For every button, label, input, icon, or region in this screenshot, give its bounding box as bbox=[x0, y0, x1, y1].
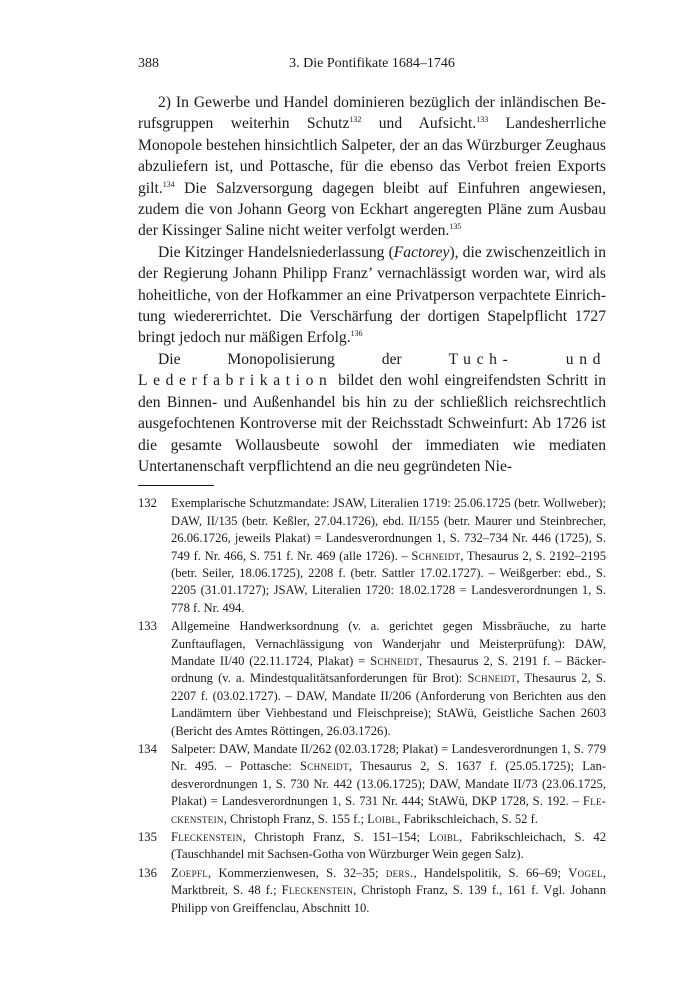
spaced-term: Tuch- und Lederfabrikation bbox=[138, 350, 607, 390]
footnote-132 bbox=[138, 495, 606, 617]
footnote-number: 136 bbox=[138, 865, 157, 880]
text-run: Salpeter: DAW, Mandate II/262 (02.03.1728; Plakat) = Landesverordnungen 1, S. 779 Nr. 495. – Pottasche: bbox=[171, 742, 606, 774]
text-run: , Christoph Franz, S. 151–154; bbox=[242, 830, 429, 845]
paragraph-3 bbox=[138, 349, 606, 477]
footnote-134 bbox=[138, 741, 606, 828]
footnote-text bbox=[171, 865, 606, 917]
footnote-text bbox=[171, 495, 606, 617]
footnote-number: 135 bbox=[138, 830, 157, 845]
footnote-separator bbox=[138, 485, 214, 486]
author-name: Schneidt bbox=[370, 653, 420, 668]
text-run: 2) In Gewerbe und Handel dominieren bezüglich der inländischen Berufsgruppen weiterhin Schutz bbox=[138, 94, 606, 133]
footnote-133 bbox=[138, 618, 606, 740]
text-run: und Aufsicht. bbox=[361, 115, 477, 133]
author-name: Loibl bbox=[428, 830, 460, 845]
text-run: , Thesaurus 2, S. 1637 f. (25.05.1725); Landesverordnungen 1, S. 730 Nr. 442 (13.06.1725); DAW, Mandate II/73 (23.06.1725, Plakat) = Landesverordnungen 1, S. 731 Nr. 444; StAWü, DKP 1728, S. 192. – bbox=[171, 759, 607, 809]
text-run: Allgemeine Handwerksordnung (v. a. gerichtet gegen Missbräuche, zu harte Zunftauflagen, Vernachlässigung von Wanderjahr und Meisterprüfung): DAW, Mandate II/40 (22.11.1724, Plakat) = bbox=[171, 619, 606, 668]
footnote-text bbox=[171, 741, 606, 828]
author-name: Loibl bbox=[367, 811, 398, 826]
text-run: , Fabrikschleichach, S. 42 (Tauschhandel mit Sachsen-Gotha von Würzburger Wein gegen Salz). bbox=[171, 830, 606, 862]
text-run: , Marktbreit, S. 48 f.; bbox=[171, 865, 606, 898]
text-run: ), die zwischenzeitlich in der Regierung Johann Philipp Franz’ vernachlässigt worden war, wird als hoheitliche, von der Hofkammer an eine Privatperson verpachtete Einrichtung wiedererrichtet. Die Verschärfung der dortigen Stapelpflicht 1727 bringt jedoch nur mäßigen Erfolg. bbox=[138, 243, 606, 347]
text-run: , Handelspolitik, S. 66–69; bbox=[413, 865, 569, 880]
italic-term: Factorey bbox=[393, 243, 450, 261]
text-run: , Thesaurus 2, S. 2207 f. (03.02.1727). – DAW, Mandate II/206 (Anforderung von Berichten aus den Landämtern über Viehbestand und Fleischpreise); StAWü, Geistliche Sachen 2603 (Bericht des Amtes Röttingen, 26.03.1726). bbox=[171, 671, 606, 738]
footnote-number: 134 bbox=[138, 742, 157, 756]
author-name: Fleckenstein bbox=[171, 794, 606, 826]
text-run: , Kommerzienwesen, S. 32–35; bbox=[208, 865, 386, 880]
text-run: Landesherrliche Monopole bestehen hinsichtlich Salpeter, der an das Würzburger Zeughaus abzuliefern ist, und Pottasche, für die ebenso das Verbot freien Exports gilt. bbox=[138, 115, 606, 197]
author-name: Schneidt bbox=[467, 671, 517, 686]
running-head bbox=[138, 56, 606, 78]
text-run: , Thesaurus 2, S. 2191 f. – Bäckerordnung (v. a. Mindestqualitätsanforderungen für Brot): bbox=[171, 653, 606, 686]
page-number: 388 bbox=[138, 56, 159, 71]
author-name: Schneidt bbox=[411, 548, 461, 563]
footnote-text bbox=[171, 618, 606, 740]
author-name: Schneidt bbox=[299, 759, 349, 774]
author-name: ders. bbox=[385, 865, 414, 880]
footnote-ref-133[interactable]: 133 bbox=[476, 115, 489, 125]
footnote-ref-135[interactable]: 135 bbox=[449, 222, 462, 232]
paragraph-1 bbox=[138, 92, 606, 242]
footnote-text bbox=[171, 829, 606, 864]
text-run: Die Kitzinger Handelsniederlassung ( bbox=[158, 243, 394, 261]
footnotes bbox=[138, 495, 606, 917]
footnote-number: 132 bbox=[138, 496, 157, 511]
footnote-ref-132[interactable]: 132 bbox=[349, 115, 362, 125]
author-name: Vogel bbox=[568, 865, 603, 880]
footnote-ref-134[interactable]: 134 bbox=[162, 179, 175, 189]
text-run: bildet den wohl eingreifendsten Schritt in den Binnen- und Außenhandel bis hin zu der schließlich reichsrechtlich ausgefochtenen Kontroverse mit der Reichsstadt Schweinfurt: Ab 1726 ist die gesamte Wollausbeute sowohl der immediaten wie mediaten Untertanenschaft verpflichtend an die neu gegründeten Nie- bbox=[138, 372, 606, 475]
author-name: Fleckenstein bbox=[281, 883, 354, 898]
paragraph-2 bbox=[138, 242, 606, 349]
footnote-136 bbox=[138, 865, 606, 917]
footnote-135 bbox=[138, 829, 606, 864]
text-run: Die Monopolisierung der bbox=[158, 350, 449, 368]
footnote-ref-136[interactable]: 136 bbox=[350, 329, 363, 339]
text-run: , Fabrikschleichach, S. 52 f. bbox=[397, 811, 538, 826]
author-name: Zoepfl bbox=[171, 865, 208, 880]
footnote-number: 133 bbox=[138, 619, 157, 634]
chapter-title: 3. Die Pontifikate 1684–1746 bbox=[289, 56, 455, 71]
author-name: Fleckenstein bbox=[171, 830, 243, 845]
body-text bbox=[138, 92, 606, 477]
text-run: , Thesaurus 2, S. 2192–2195 (betr. Seiler, 18.06.1725), 2208 f. (betr. Sattler 17.02.1727). – Weißgerber: ebd., S. 2205 (31.01.1727); JSAW, Literalien 1720: 18.02.1728 = Landesverordnungen 1, S. 778 f. Nr. 494. bbox=[171, 548, 607, 615]
text-run: , Christoph Franz, S. 155 f.; bbox=[223, 811, 368, 826]
book-page bbox=[138, 56, 606, 918]
text-run: Die Salzversorgung dagegen bleibt auf Einfuhren angewiesen, zudem die von Johann Georg von Eckhart angeregten Pläne zum Ausbau der Kissinger Saline nicht weiter verfolgt werden. bbox=[138, 179, 606, 240]
text-run: Exemplarische Schutzmandate: JSAW, Literalien 1719: 25.06.1725 (betr. Wollweber); DAW, II/135 (betr. Keßler, 27.04.1726), ebd. II/155 (betr. Maurer und Steinbrecher, 26.06.1726, jeweils Plakat) = Landesverordnungen 1, S. 732–734 Nr. 446 (1725), S. 749 f. Nr. 466, S. 751 f. Nr. 469 (alle 1726). – bbox=[171, 496, 606, 563]
text-run: , Christoph Franz, S. 139 f., 161 f. Vgl. Johann Philipp von Greiffenclau, Abschnitt 10. bbox=[171, 883, 606, 915]
